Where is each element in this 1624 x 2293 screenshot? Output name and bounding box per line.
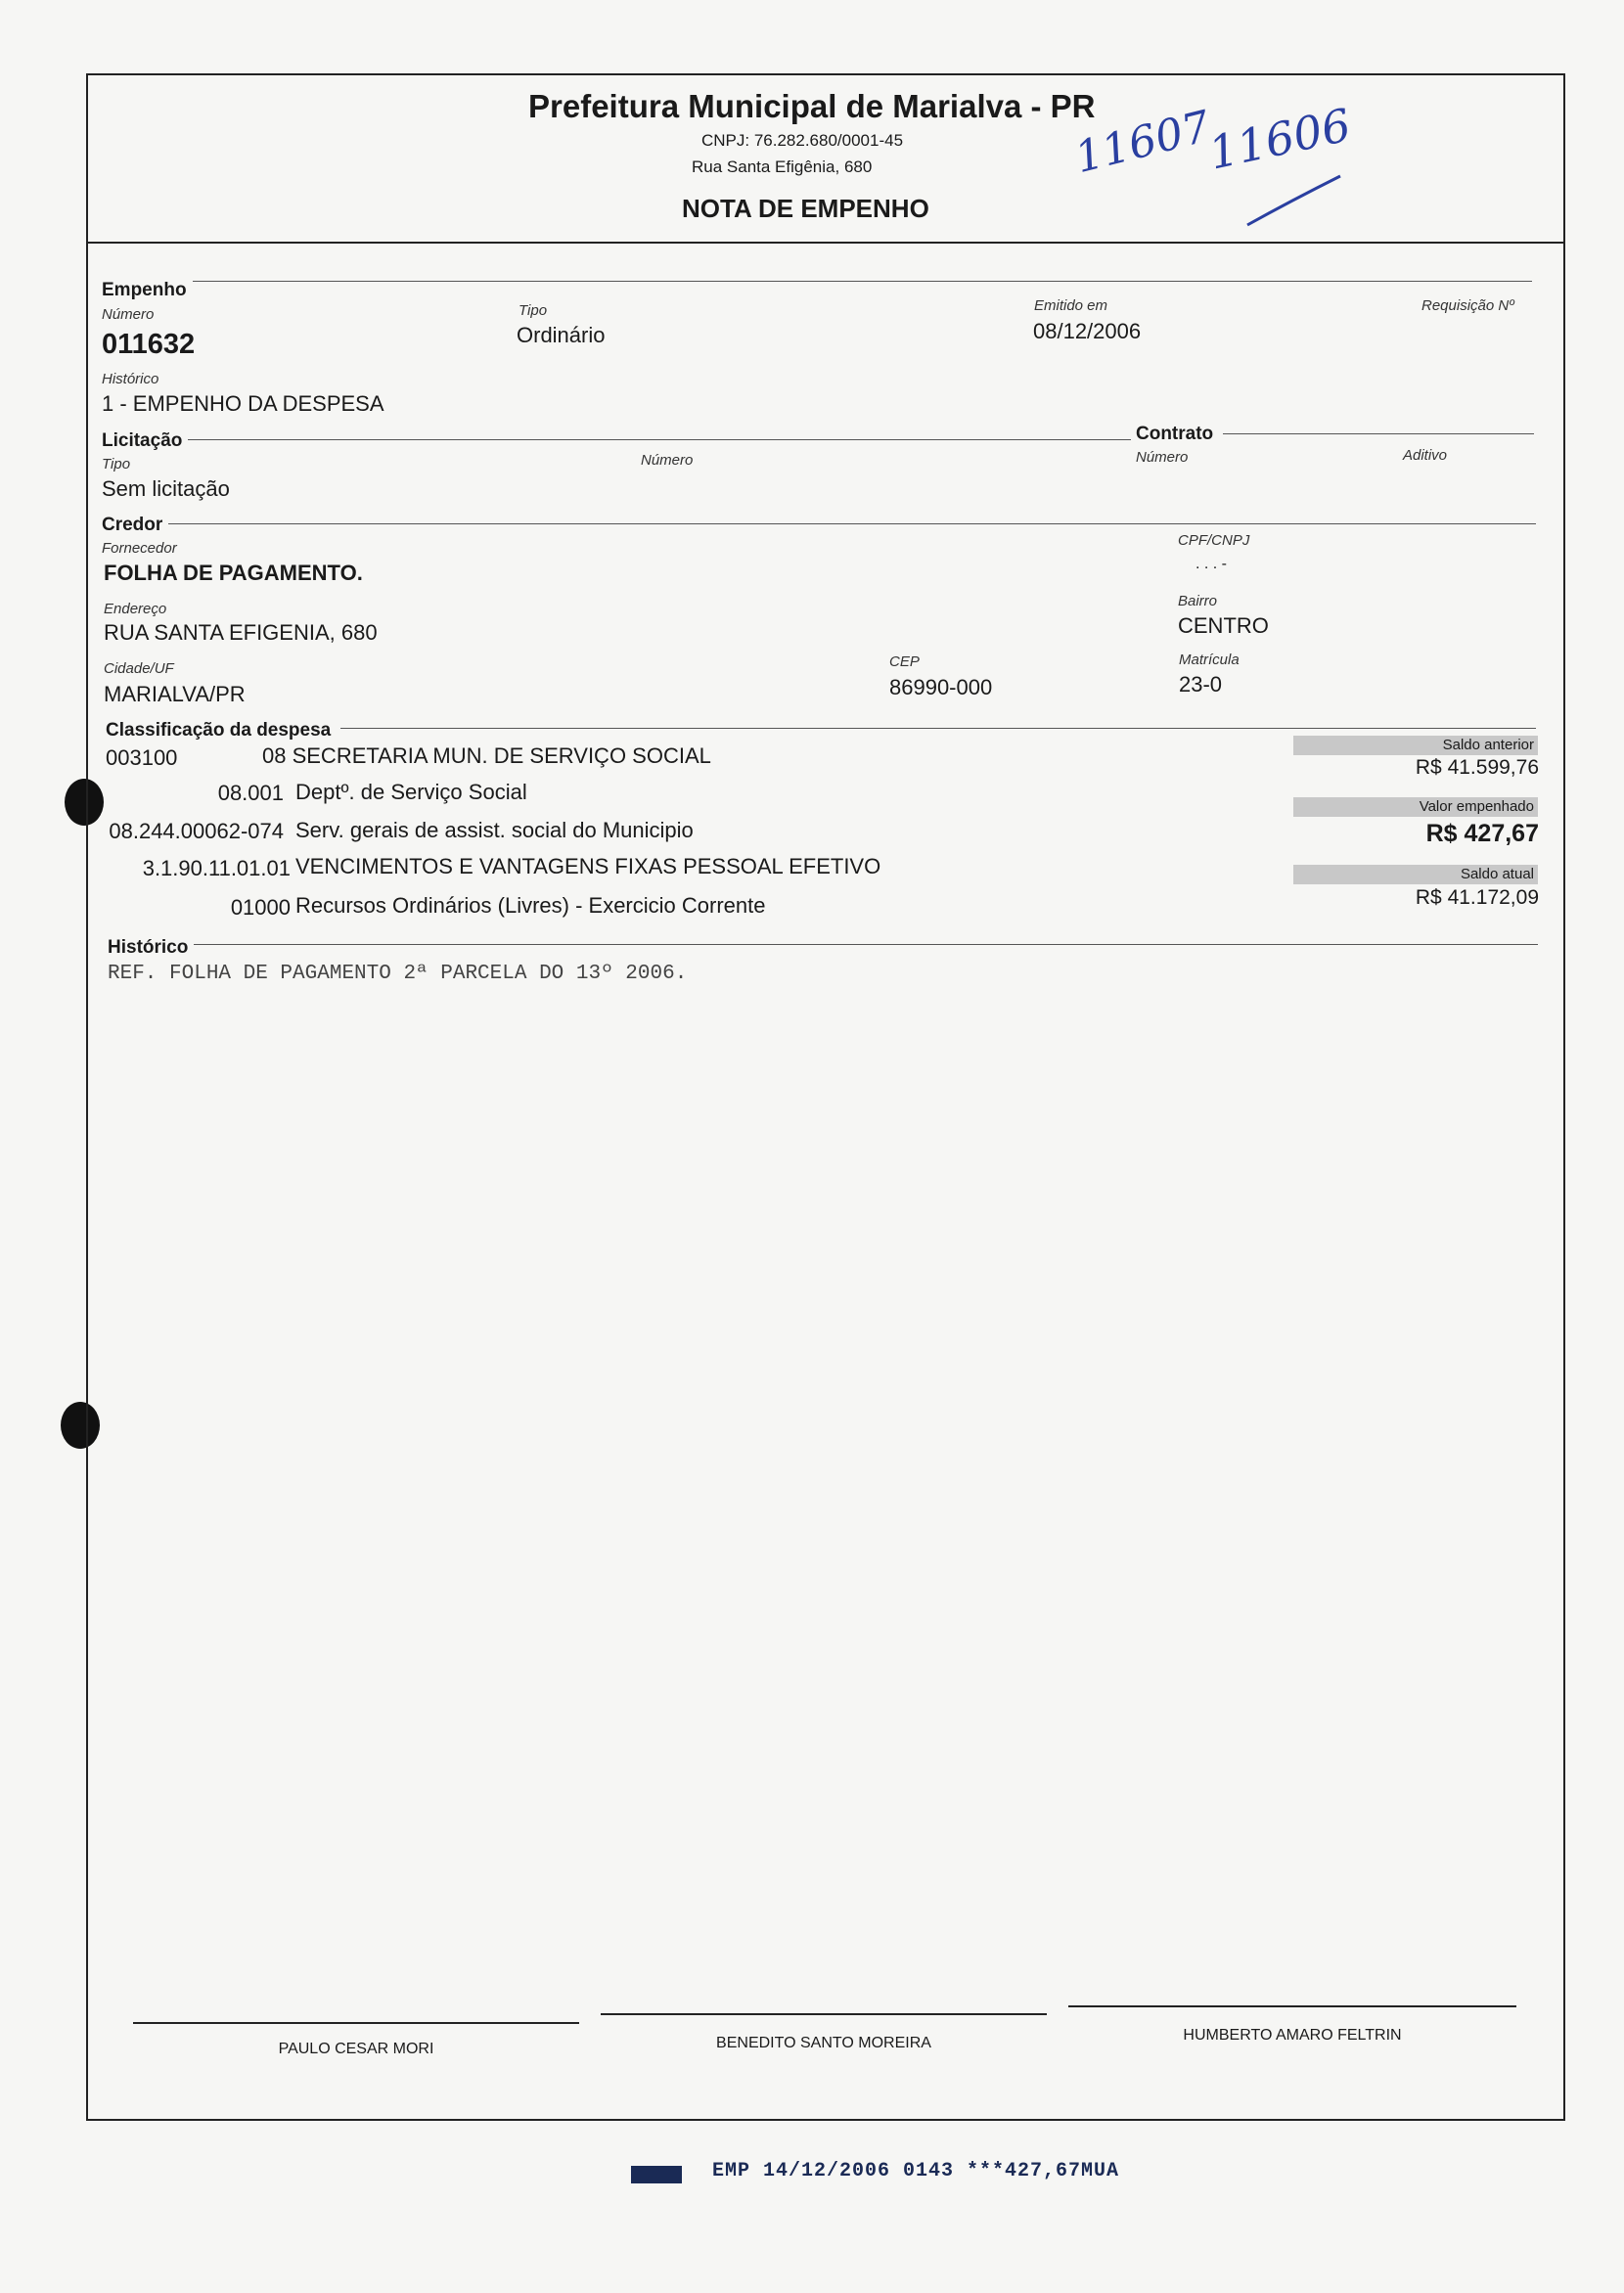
classificacao-desc: Recursos Ordinários (Livres) - Exercicio Corrente	[295, 893, 766, 918]
cnpj: CNPJ: 76.282.680/0001-45	[701, 131, 904, 150]
matricula-label: Matrícula	[1179, 652, 1240, 668]
bairro-label: Bairro	[1178, 593, 1218, 609]
historico-line	[188, 944, 1538, 945]
cidade: MARIALVA/PR	[104, 682, 246, 706]
empenho-numero: 011632	[102, 329, 196, 360]
handwritten-note-2: 11606	[1203, 98, 1356, 180]
address: Rua Santa Efigênia, 680	[692, 157, 873, 176]
signature-name: HUMBERTO AMARO FELTRIN	[1183, 2027, 1402, 2044]
valor-empenhado-label: Valor empenhado	[1293, 797, 1538, 817]
classificacao-code: 08.244.00062-074	[109, 819, 284, 843]
signature-name: PAULO CESAR MORI	[278, 2041, 434, 2057]
fornecedor: FOLHA DE PAGAMENTO.	[104, 561, 363, 585]
bairro: CENTRO	[1178, 613, 1269, 638]
contrato-numero-label: Número	[1136, 449, 1189, 466]
classificacao-code: 003100	[106, 745, 178, 770]
signature-name: BENEDITO SANTO MOREIRA	[716, 2035, 931, 2051]
historico-heading: Histórico	[108, 937, 194, 959]
classificacao-desc: VENCIMENTOS E VANTAGENS FIXAS PESSOAL EFETIVO	[295, 854, 881, 878]
classificacao-desc: Deptº. de Serviço Social	[295, 780, 527, 804]
endereco-label: Endereço	[104, 601, 167, 617]
licitacao-numero-label: Número	[641, 452, 694, 469]
cep: 86990-000	[889, 675, 993, 699]
saldo-anterior-label: Saldo anterior	[1293, 736, 1538, 755]
contrato-line	[1223, 433, 1534, 434]
licitacao-tipo-label: Tipo	[102, 456, 131, 472]
handwritten-stroke	[1242, 166, 1350, 235]
cep-label: CEP	[889, 653, 920, 670]
document-title: NOTA DE EMPENHO	[682, 194, 929, 223]
fornecedor-label: Fornecedor	[102, 540, 177, 557]
endereco: RUA SANTA EFIGENIA, 680	[104, 620, 378, 645]
empenho-line	[186, 281, 1532, 282]
saldo-atual-label: Saldo atual	[1293, 865, 1538, 884]
credor-heading: Credor	[102, 515, 168, 536]
empenho-tipo: Ordinário	[517, 323, 606, 347]
signature-line	[601, 2013, 1047, 2015]
empenho-heading: Empenho	[102, 280, 193, 301]
licitacao-line	[188, 439, 1131, 440]
classificacao-code: 08.001	[217, 781, 284, 805]
classificacao-desc: 08 SECRETARIA MUN. DE SERVIÇO SOCIAL	[262, 743, 711, 768]
stamp-mark	[631, 2166, 682, 2183]
classificacao-desc: Serv. gerais de assist. social do Municipio	[295, 818, 694, 842]
header-divider	[86, 242, 1565, 244]
cpf-value: . . . -	[1195, 556, 1227, 572]
cidade-label: Cidade/UF	[104, 660, 174, 677]
valor-empenhado: R$ 427,67	[1425, 820, 1539, 847]
classificacao-code: 3.1.90.11.01.01	[142, 856, 291, 880]
signature-line	[1068, 2005, 1516, 2007]
handwritten-note-1: 11607	[1069, 101, 1216, 184]
footer-stamp: EMP 14/12/2006 0143 ***427,67MUA	[712, 2160, 1120, 2182]
contrato-aditivo-label: Aditivo	[1403, 447, 1448, 464]
signature-line	[133, 2022, 579, 2024]
classificacao-heading: Classificação da despesa	[106, 720, 337, 742]
saldo-atual: R$ 41.172,09	[1415, 886, 1539, 909]
document-frame	[86, 73, 1565, 2121]
requisicao-label: Requisição Nº	[1421, 297, 1514, 314]
cpf-label: CPF/CNPJ	[1178, 532, 1250, 549]
credor-line	[168, 523, 1536, 524]
saldo-anterior: R$ 41.599,76	[1415, 756, 1539, 779]
licitacao-tipo: Sem licitação	[102, 476, 230, 501]
contrato-heading: Contrato	[1136, 424, 1219, 445]
empenho-historico: 1 - EMPENHO DA DESPESA	[102, 391, 384, 416]
municipality-title: Prefeitura Municipal de Marialva - PR	[528, 88, 1096, 124]
empenho-numero-label: Número	[102, 306, 155, 323]
historico-text: REF. FOLHA DE PAGAMENTO 2ª PARCELA DO 13º 2006.	[108, 963, 688, 985]
empenho-tipo-label: Tipo	[519, 302, 548, 319]
emitido-date: 08/12/2006	[1033, 319, 1142, 343]
historico-label: Histórico	[102, 371, 159, 387]
matricula: 23-0	[1179, 672, 1223, 697]
licitacao-heading: Licitação	[102, 430, 188, 452]
classificacao-line	[340, 728, 1536, 729]
emitido-label: Emitido em	[1034, 297, 1108, 314]
classificacao-code: 01000	[230, 895, 291, 920]
